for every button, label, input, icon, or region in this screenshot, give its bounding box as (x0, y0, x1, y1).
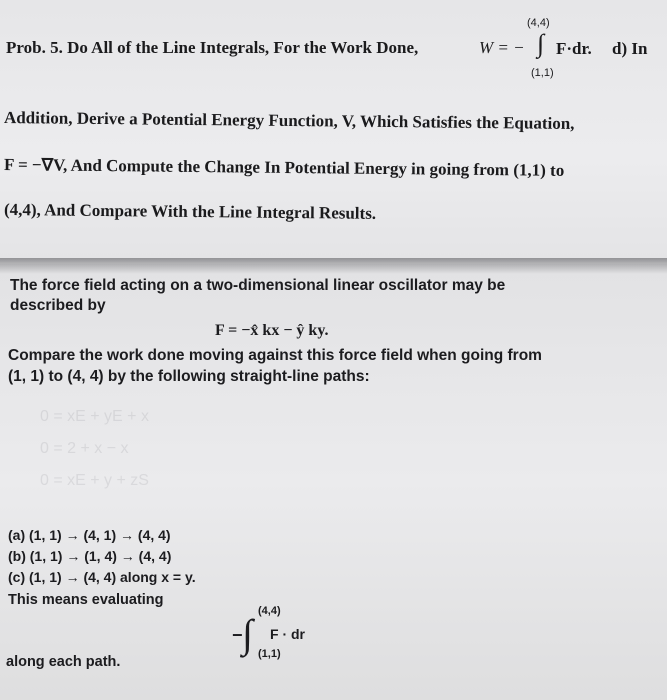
along-each-path-text: along each path. (6, 654, 121, 670)
problem-line-3: F = −∇V, And Compute the Change In Potential Energy in going from (1,1) to (3, 155, 565, 180)
work-expression (479, 38, 525, 58)
book-compare-line-1: Compare the work done moving against this force field when going from (8, 347, 542, 364)
problem-line-1 (6, 38, 418, 58)
work-integrand: F·dr. (556, 39, 592, 58)
book-intro-line-1: The force field acting on a two-dimensional linear oscillator may be (10, 277, 506, 294)
path-a: (a) (1, 1) → (4, 1) → (4, 4) (8, 527, 171, 543)
line-integral-integrand: F · dr (270, 626, 305, 642)
bleed-through-text: 0 = xE + y + zS (40, 472, 149, 489)
page-fold-shadow (0, 258, 667, 274)
force-field-formula: F = −x̂ kx − ŷ ky. (215, 322, 329, 339)
work-integral-upper-limit: (4,4) (527, 17, 550, 29)
book-compare-line-2: (1, 1) to (4, 4) by the following straight-line paths: (8, 368, 370, 385)
line-integral-minus: − (232, 625, 243, 645)
path-b: (b) (1, 1) → (1, 4) → (4, 4) (8, 548, 172, 564)
problem-line-4: (4,4), And Compare With the Line Integral Results. (3, 200, 377, 223)
book-intro-line-2: described by (10, 297, 106, 314)
work-integral-lower-limit: (1,1) (531, 67, 554, 79)
bleed-through-text: 0 = 2 + x − x (40, 440, 129, 457)
line-integral-lower-limit: (1,1) (258, 648, 281, 660)
problem-line-2: Addition, Derive a Potential Energy Function, V, Which Satisfies the Equation, (3, 108, 575, 133)
line-integral-sign: ∫ (242, 611, 253, 656)
work-integral-sign: ∫ (537, 29, 545, 58)
evaluating-text: This means evaluating (8, 592, 164, 608)
work-symbol: W = − (479, 38, 525, 57)
line-integral-upper-limit: (4,4) (258, 605, 281, 617)
path-c: (c) (1, 1) → (4, 4) along x = y. (8, 569, 196, 585)
problem-line-1-prefix: Prob. 5. Do All of the Line Integrals, For the Work Done, (6, 38, 419, 57)
bleed-through-text: 0 = xE + yE + x (40, 408, 149, 425)
problem-line-1-suffix: d) In (612, 39, 648, 58)
